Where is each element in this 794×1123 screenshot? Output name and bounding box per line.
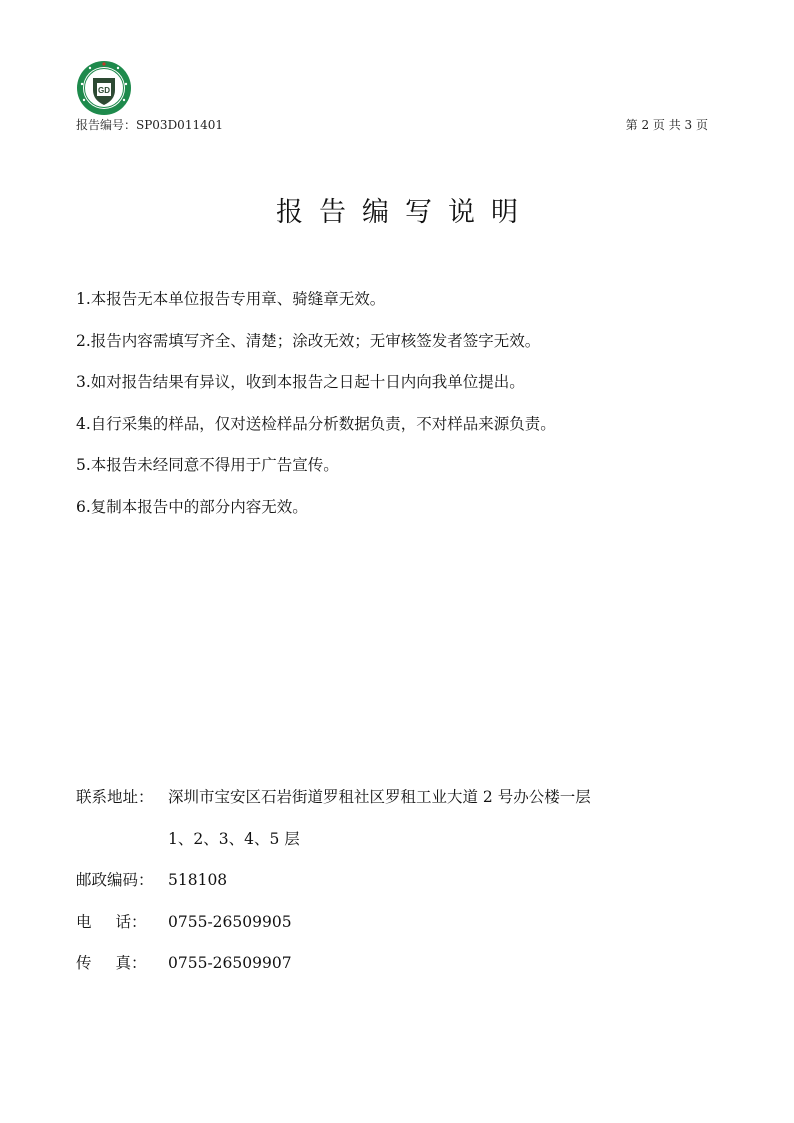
- page-indicator: 第 2 页 共 3 页: [625, 118, 708, 132]
- note-item: 2.报告内容需填写齐全、清楚；涂改无效；无审核签发者签字无效。: [76, 331, 541, 350]
- report-number: 报告编号：SP03D011401: [76, 118, 223, 132]
- svg-text:GD: GD: [98, 86, 110, 95]
- address-label: 联系地址：: [76, 788, 154, 806]
- postal-value: 518108: [168, 871, 228, 889]
- phone-value: 0755-26509905: [168, 912, 292, 931]
- phone-label: 电话：: [76, 912, 147, 931]
- company-logo-seal: [76, 60, 132, 116]
- postal-label: 邮政编码：: [76, 871, 154, 889]
- note-item: 4.自行采集的样品，仅对送检样品分析数据负责，不对样品来源负责。: [76, 414, 556, 433]
- note-item: 3.如对报告结果有异议，收到本报告之日起十日内向我单位提出。: [76, 373, 525, 391]
- fax-row: [76, 950, 591, 992]
- phone-row: [76, 909, 591, 951]
- note-item: 5.本报告未经同意不得用于广告宣传。: [76, 456, 339, 474]
- fax-value: 0755-26509907: [168, 954, 292, 972]
- address-value: 深圳市宝安区石岩街道罗租社区罗租工业大道 2 号办公楼一层: [168, 788, 591, 806]
- postal-row: [76, 867, 591, 909]
- note-item: 1.本报告无本单位报告专用章、骑缝章无效。: [76, 290, 386, 308]
- notes-list: [76, 286, 556, 535]
- address-row-continued: [76, 826, 591, 868]
- fax-label: 传真：: [76, 954, 147, 972]
- address-value-continued: 1、2、3、4、5 层: [168, 829, 300, 848]
- note-item: 6.复制本报告中的部分内容无效。: [76, 497, 308, 516]
- page-title: 报告编写说明: [276, 197, 534, 228]
- contact-block: [76, 784, 591, 992]
- address-row: [76, 784, 591, 826]
